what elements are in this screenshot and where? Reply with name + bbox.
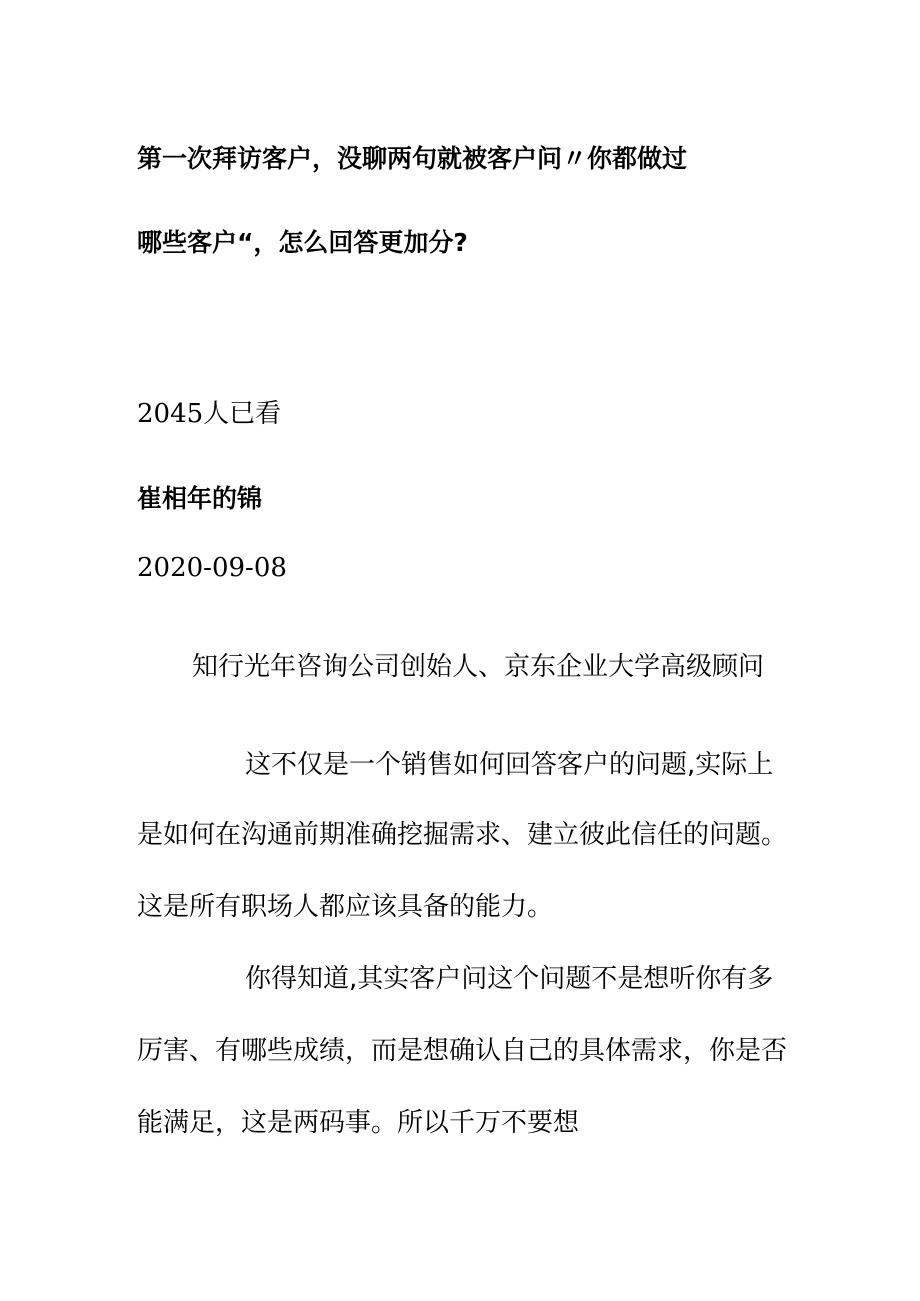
body-paragraph-2-line-1: 你得知道,其实客户问这个问题不是想听你有多 bbox=[245, 964, 774, 994]
body-paragraph-1-line-3: 这是所有职场人都应该具备的能力。 bbox=[137, 892, 554, 922]
article-title-line-2: 哪些客户“，怎么回答更加分? bbox=[137, 228, 468, 257]
body-paragraph-2-line-2: 厉害、有哪些成绩，而是想确认自己的具体需求，你是否 bbox=[137, 1036, 788, 1066]
view-count: 2045人已看 bbox=[137, 399, 282, 429]
body-paragraph-2-line-3: 能满足，这是两码事。所以千万不要想 bbox=[137, 1108, 580, 1138]
body-paragraph-1-line-1: 这不仅是一个销售如何回答客户的问题,实际上 bbox=[245, 750, 774, 780]
author-byline: 知行光年咨询公司创始人、京东企业大学高级顾问 bbox=[192, 652, 765, 682]
author-name: 崔相年的锦 bbox=[137, 484, 263, 513]
publish-date: 2020-09-08 bbox=[137, 553, 287, 583]
article-title-line-1: 第一次拜访客户，没聊两句就被客户问〃你都做过 bbox=[137, 144, 688, 173]
body-paragraph-1-line-2: 是如何在沟通前期准确挖掘需求、建立彼此信任的问题。 bbox=[137, 820, 788, 850]
